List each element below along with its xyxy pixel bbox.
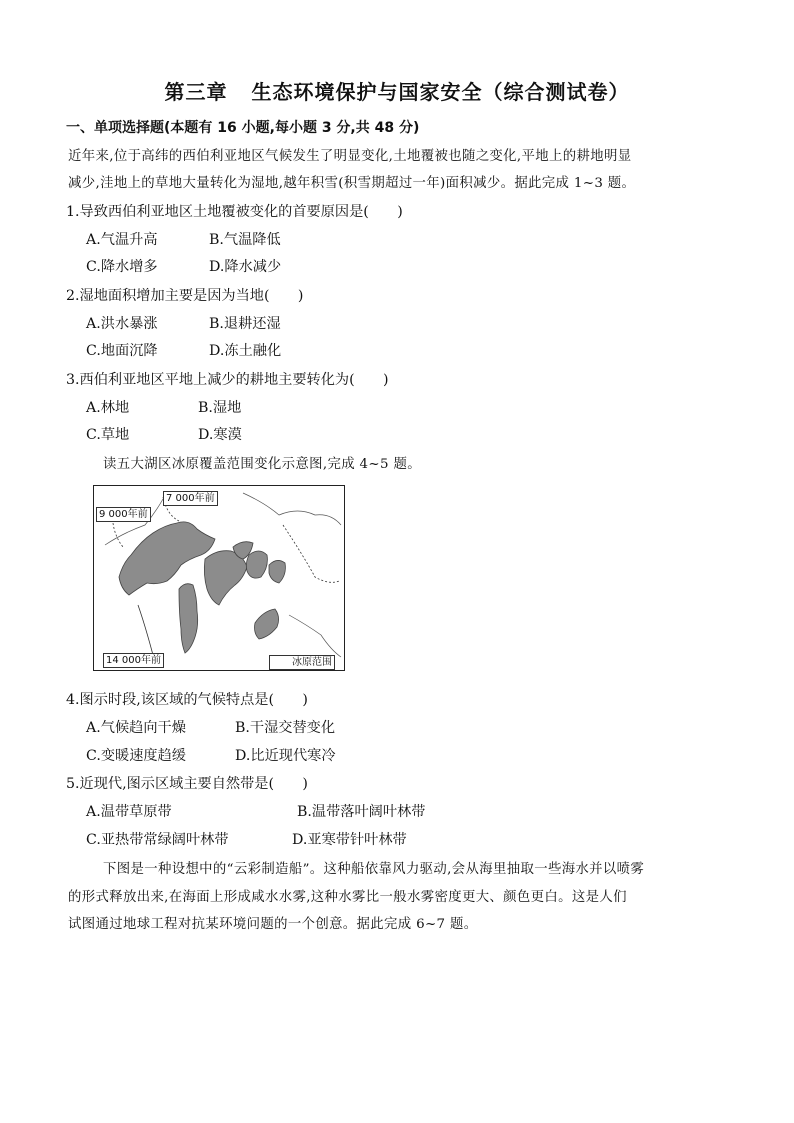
question-2-option-d[interactable]: D.冻土融化 [209,343,282,359]
question-2-option-c[interactable]: C.地面沉降 [86,343,158,359]
passage2-line: 下图是一种设想中的“云彩制造船”。这种船依靠风力驱动,会从海里抽取一些海水并以喷雾 [103,862,645,877]
question-1-option-c[interactable]: C.降水增多 [86,259,158,275]
passage1-line: 近年来,位于高纬的西伯利亚地区气候发生了明显变化,土地覆被也随之变化,平地上的耕地明显 [68,149,632,164]
question-5-option-b[interactable]: B.温带落叶阔叶林带 [297,804,426,820]
question-4-option-b[interactable]: B.干湿交替变化 [235,720,336,736]
page-title [0,76,794,105]
question-1-option-b[interactable]: B.气温降低 [209,232,281,248]
map-intro: 读五大湖区冰原覆盖范围变化示意图,完成 4~5 题。 [103,457,421,472]
label-14000-years: 14 000年前 [103,653,164,668]
question-1-option-a[interactable]: A.气温升高 [86,232,158,248]
question-1-option-d[interactable]: D.降水减少 [209,259,282,275]
passage2-line: 的形式释放出来,在海面上形成咸水水雾,这种水雾比一般水雾密度更大、颜色更白。这是人们 [68,890,627,905]
legend-ice-extent: 冰原范围 [269,655,335,670]
passage2-line: 试图通过地球工程对抗某环境问题的一个创意。据此完成 6~7 题。 [68,917,478,932]
question-4-option-c[interactable]: C.变暖速度趋缓 [86,748,186,764]
question-3-option-a[interactable]: A.林地 [86,400,130,416]
chapter-subtitle: 生态环境保护与国家安全（综合测试卷） [251,80,630,104]
question-4-stem: 4.图示时段,该区域的气候特点是( ) [66,692,308,708]
question-5-option-a[interactable]: A.温带草原带 [86,804,172,820]
question-3-option-c[interactable]: C.草地 [86,427,130,443]
label-9000-years: 9 000年前 [96,507,151,522]
label-7000-years: 7 000年前 [163,491,218,506]
question-2-stem: 2.湿地面积增加主要是因为当地( ) [66,288,304,304]
question-5-option-d[interactable]: D.亚寒带针叶林带 [292,832,407,848]
question-2-option-a[interactable]: A.洪水暴涨 [86,316,158,332]
question-4-option-d[interactable]: D.比近现代寒冷 [235,748,336,764]
question-5-stem: 5.近现代,图示区域主要自然带是( ) [66,776,308,792]
question-5-option-c[interactable]: C.亚热带常绿阔叶林带 [86,832,229,848]
question-3-stem: 3.西伯利亚地区平地上减少的耕地主要转化为( ) [66,372,389,388]
section-heading: 一、单项选择题(本题有 16 小题,每小题 3 分,共 48 分) [66,120,420,136]
question-3-option-d[interactable]: D.寒漠 [198,427,242,443]
passage1-line: 减少,洼地上的草地大量转化为湿地,越年积雪(积雪期超过一年)面积减少。据此完成 1~3 题。 [68,176,636,191]
question-3-option-b[interactable]: B.湿地 [198,400,242,416]
question-2-option-b[interactable]: B.退耕还湿 [209,316,281,332]
chapter-label: 第三章 [164,80,228,104]
question-4-option-a[interactable]: A.气候趋向干燥 [86,720,186,736]
question-1-stem: 1.导致西伯利亚地区土地覆被变化的首要原因是( ) [66,204,403,220]
great-lakes-ice-map [93,485,345,671]
